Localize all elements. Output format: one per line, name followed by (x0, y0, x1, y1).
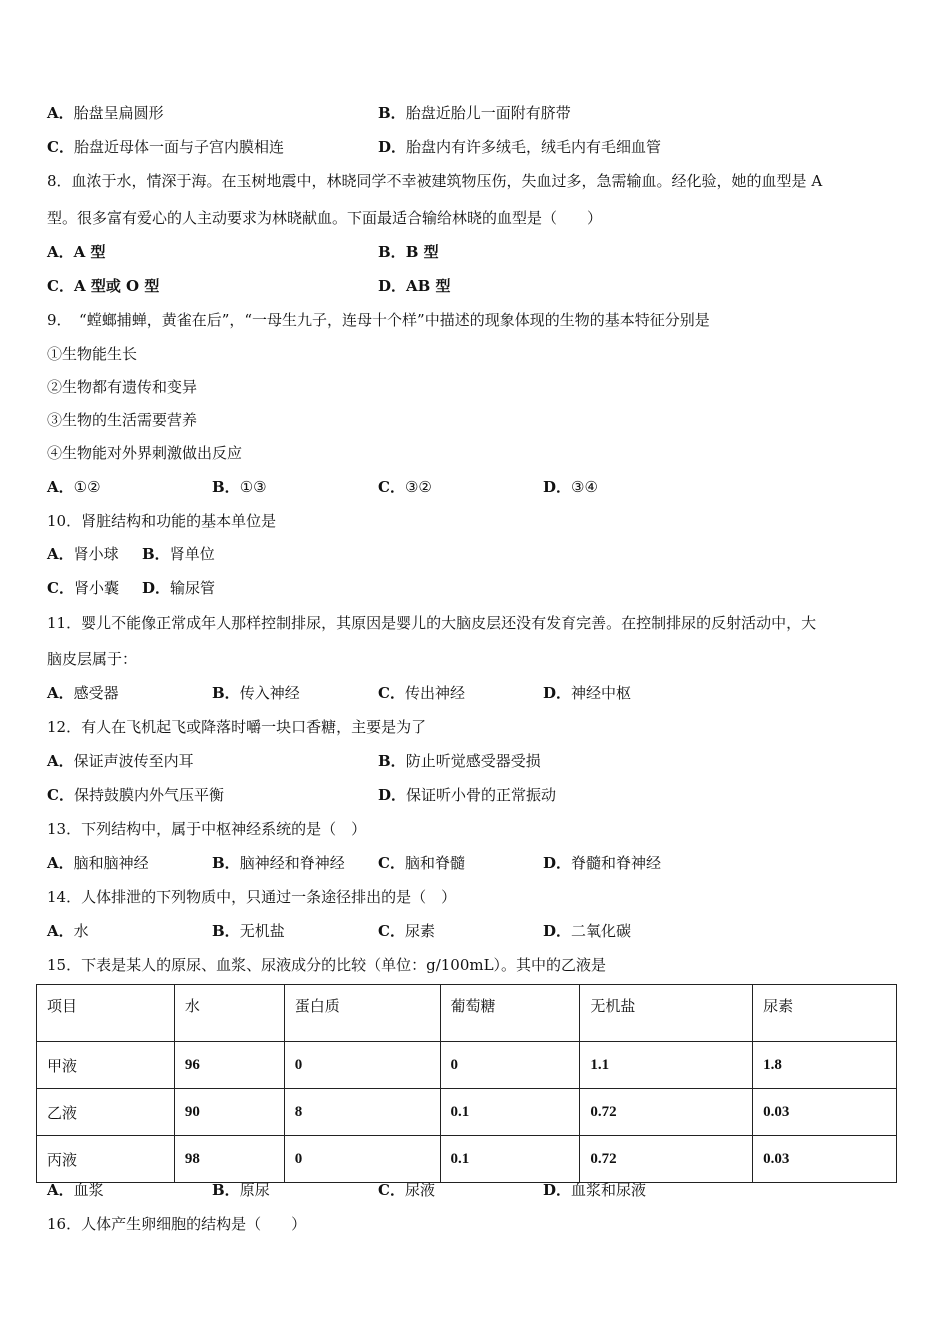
q8-option-c: C．A 型或 O 型 (47, 277, 160, 295)
q10-option-a: A．肾小球 (47, 545, 119, 563)
q8-stem-line2: 型。很多富有爱心的人主动要求为林晓献血。下面最适合输给林晓的血型是（ ） (47, 209, 603, 227)
table-cell: 1.8 (753, 1042, 897, 1089)
q8-option-b: B．B 型 (378, 243, 439, 261)
q16-stem: 16．人体产生卵细胞的结构是（ ） (47, 1215, 307, 1233)
q12-option-b: B．防止听觉感受器受损 (378, 752, 541, 770)
q9-item-4: ④生物能对外界刺激做出反应 (47, 444, 243, 462)
q9-item-1: ①生物能生长 (47, 345, 138, 363)
q10-option-b: B．肾单位 (142, 545, 215, 563)
table-cell: 0.1 (440, 1136, 580, 1183)
q10-stem: 10．肾脏结构和功能的基本单位是 (47, 512, 277, 530)
table-header-cell: 无机盐 (580, 985, 753, 1042)
q15-option-a: A．血浆 (47, 1181, 104, 1199)
table-cell: 0 (284, 1042, 440, 1089)
q15-option-d: D．血浆和尿液 (543, 1181, 647, 1199)
q14-option-b: B．无机盐 (212, 922, 285, 940)
table-header-cell: 尿素 (753, 985, 897, 1042)
q10-option-d: D．输尿管 (142, 579, 216, 597)
table-cell: 0.72 (580, 1089, 753, 1136)
q9-item-2: ②生物都有遗传和变异 (47, 378, 198, 396)
table-cell: 96 (174, 1042, 284, 1089)
table-cell: 1.1 (580, 1042, 753, 1089)
table-cell: 0.03 (753, 1089, 897, 1136)
q12-stem: 12．有人在飞机起飞或降落时嚼一块口香糖，主要是为了 (47, 718, 427, 736)
q9-option-d: D．③④ (543, 478, 598, 496)
q9-option-c: C．③② (378, 478, 432, 496)
q7-option-c: C．胎盘近母体一面与子宫内膜相连 (47, 138, 284, 156)
table-row (37, 1136, 897, 1183)
table-cell: 0 (440, 1042, 580, 1089)
q11-stem-line1: 11．婴儿不能像正常成年人那样控制排尿，其原因是婴儿的大脑皮层还没有发育完善。在控制排尿的反射活动中，大 (47, 614, 817, 632)
q14-option-c: C．尿素 (378, 922, 435, 940)
q9-option-a: A．①② (47, 478, 101, 496)
table-cell: 0 (284, 1136, 440, 1183)
q8-stem-line1: 8．血浓于水，情深于海。在玉树地震中，林晓同学不幸被建筑物压伤，失血过多，急需输血。经化验，她的血型是 A (47, 172, 823, 190)
q13-option-a: A．脑和脑神经 (47, 854, 149, 872)
q14-option-a: A．水 (47, 922, 89, 940)
table-header-cell: 水 (174, 985, 284, 1042)
q11-option-d: D．神经中枢 (543, 684, 632, 702)
table-cell: 0.03 (753, 1136, 897, 1183)
q9-option-b: B．①③ (212, 478, 267, 496)
table-header-cell: 葡萄糖 (440, 985, 580, 1042)
table-cell: 乙液 (37, 1089, 175, 1136)
q7-option-a: A．胎盘呈扁圆形 (47, 104, 164, 122)
table-header-cell: 蛋白质 (284, 985, 440, 1042)
q11-stem-line2: 脑皮层属于： (47, 650, 138, 668)
q12-option-a: A．保证声波传至内耳 (47, 752, 194, 770)
q7-option-b: B．胎盘近胎儿一面附有脐带 (378, 104, 571, 122)
table-cell: 0.72 (580, 1136, 753, 1183)
table-cell: 90 (174, 1089, 284, 1136)
table-cell: 8 (284, 1089, 440, 1136)
q14-option-d: D．二氧化碳 (543, 922, 632, 940)
table-cell: 甲液 (37, 1042, 175, 1089)
q9-stem: 9． “螳螂捕蝉，黄雀在后”，“一母生九子，连母十个样”中描述的现象体现的生物的基本特征分别是 (47, 311, 710, 329)
q12-option-d: D．保证听小骨的正常振动 (378, 786, 557, 804)
q13-stem: 13．下列结构中，属于中枢神经系统的是（ ） (47, 820, 367, 838)
q11-option-c: C．传出神经 (378, 684, 465, 702)
table-row (37, 1089, 897, 1136)
q9-item-3: ③生物的生活需要营养 (47, 411, 198, 429)
q15-option-c: C．尿液 (378, 1181, 435, 1199)
q15-option-b: B．原尿 (212, 1181, 270, 1199)
table-header-cell: 项目 (37, 985, 175, 1042)
table-cell: 98 (174, 1136, 284, 1183)
q8-option-d: D．AB 型 (378, 277, 451, 295)
q15-stem: 15．下表是某人的原尿、血浆、尿液成分的比较（单位：g/100mL）。其中的乙液是 (47, 956, 607, 974)
table-row (37, 1042, 897, 1089)
q12-option-c: C．保持鼓膜内外气压平衡 (47, 786, 224, 804)
q10-option-c: C．肾小囊 (47, 579, 119, 597)
table-header-row (37, 985, 897, 1042)
q13-option-b: B．脑神经和脊神经 (212, 854, 345, 872)
q8-option-a: A．A 型 (47, 243, 106, 261)
q15-data-table (36, 984, 897, 1183)
q7-option-d: D．胎盘内有许多绒毛，绒毛内有毛细血管 (378, 138, 662, 156)
q11-option-a: A．感受器 (47, 684, 119, 702)
q14-stem: 14．人体排泄的下列物质中，只通过一条途径排出的是（ ） (47, 888, 457, 906)
q11-option-b: B．传入神经 (212, 684, 300, 702)
table-cell: 丙液 (37, 1136, 175, 1183)
q13-option-c: C．脑和脊髓 (378, 854, 465, 872)
q13-option-d: D．脊髓和脊神经 (543, 854, 662, 872)
table-cell: 0.1 (440, 1089, 580, 1136)
